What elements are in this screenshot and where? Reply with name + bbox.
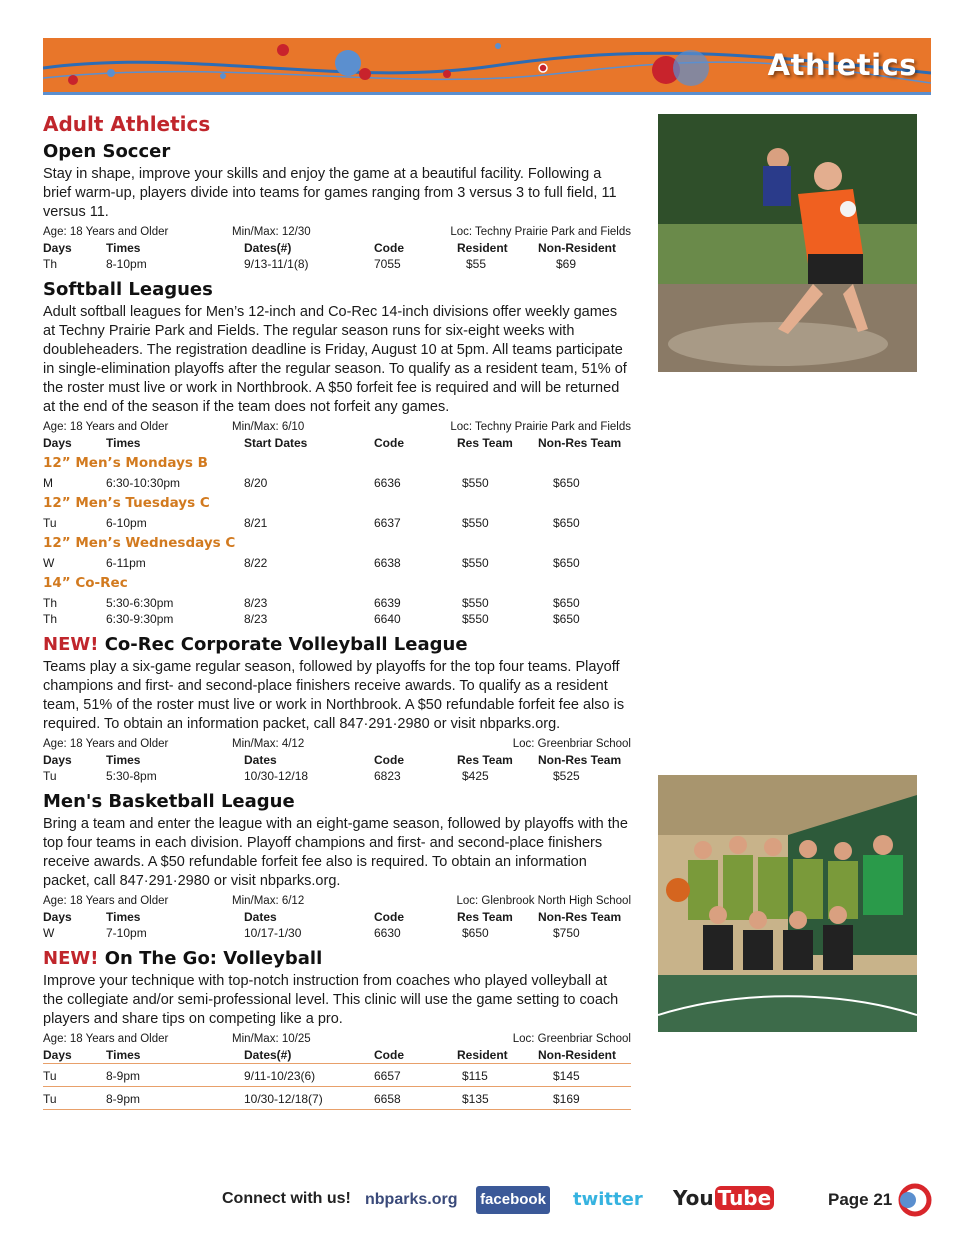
cell-code: 6637 (374, 516, 401, 530)
cell-day: Th (43, 612, 58, 626)
col-header: Resident (457, 1048, 508, 1062)
table-header (43, 435, 631, 451)
cell-date: 10/30-12/18 (244, 769, 309, 783)
col-header: Dates(#) (244, 241, 292, 255)
cell-res-team: $550 (462, 476, 489, 490)
cell-day: Tu (43, 1092, 57, 1106)
col-header: Code (374, 436, 404, 450)
cell-time: 6:30-9:30pm (106, 612, 174, 626)
table-row (43, 1087, 631, 1110)
banner-title: Athletics (767, 48, 917, 82)
cell-resident: $115 (462, 1069, 488, 1083)
col-header: Days (43, 436, 72, 450)
col-header: Non-Res Team (538, 753, 622, 767)
col-header: Days (43, 241, 72, 255)
age-label: Age: 18 Years and Older (43, 1033, 169, 1045)
cell-time: 6-10pm (106, 516, 147, 530)
cell-date: 10/17-1/30 (244, 926, 302, 940)
cell-date: 8/22 (244, 556, 268, 570)
cell-nonres-team: $650 (553, 476, 580, 490)
table-row (43, 595, 631, 611)
cell-date: 8/23 (244, 596, 268, 610)
col-header: Dates (244, 910, 277, 924)
cell-code: 6657 (374, 1069, 401, 1083)
table-row (43, 925, 631, 941)
cell-nonres-team: $650 (553, 516, 580, 530)
cell-date: 8/20 (244, 476, 268, 490)
table-header (43, 752, 631, 768)
location-label: Loc: Glenbrook North High School (456, 895, 631, 907)
cell-nonres-team: $650 (553, 612, 580, 626)
col-header: Code (374, 753, 404, 767)
col-header: Res Team (457, 436, 513, 450)
cell-nonresident: $145 (553, 1069, 580, 1083)
cell-nonres-team: $650 (553, 596, 580, 610)
cell-time: 5:30-6:30pm (106, 596, 174, 610)
cell-code: 6630 (374, 926, 401, 940)
program-title-softball: Softball Leagues (43, 279, 213, 300)
program-meta (43, 224, 631, 240)
col-header: Days (43, 910, 72, 924)
twitter-icon[interactable]: twitter (573, 1189, 643, 1210)
cell-res-team: $425 (462, 769, 489, 783)
section-title: Adult Athletics (43, 112, 211, 136)
cell-resident: $55 (466, 257, 487, 271)
cell-code: 6640 (374, 612, 401, 626)
youtube-icon[interactable] (673, 1186, 774, 1210)
cell-date: 8/21 (244, 516, 268, 530)
league-category: 12” Men’s Wednesdays C (43, 535, 236, 551)
col-header: Code (374, 910, 404, 924)
program-meta (43, 1031, 631, 1047)
program-title-open-soccer: Open Soccer (43, 141, 171, 162)
program-meta (43, 736, 631, 752)
cell-code: 7055 (374, 257, 401, 271)
program-title-text: On The Go: Volleyball (104, 948, 323, 969)
program-description: Adult softball leagues for Men’s 12-inch and Co-Rec 14-inch divisions offer weekly games at Techny Prairie Park and Fields. The regular season runs for six-eight weeks with doubleheaders. The registration deadline is Friday, August 10 at 5pm. All teams participate in single-elimination playoffs after the regular season. To qualify as a resident team, 51% of the roster must live or work in Northbrook. A $50 forfeit fee is required and will be returned at the end of the season if the team does not forfeit any games. (43, 304, 627, 415)
cell-time: 6-11pm (106, 556, 146, 570)
col-header: Non-Resident (538, 241, 616, 255)
program-description: Improve your technique with top-notch instruction from coaches who played volleyball at the collegiate and/or semi-professional level. This clinic will use the game setting to coach players and share tips on competing like a pro. (43, 973, 619, 1027)
cell-nonresident: $169 (553, 1092, 580, 1106)
basketball-team-photo (658, 775, 917, 1032)
program-title-volleyball-league (43, 631, 631, 658)
location-label: Loc: Techny Prairie Park and Fields (450, 226, 631, 238)
program-description: Teams play a six-game regular season, followed by playoffs for the top four teams. Playoff champions and first- and second-place finishers receive awards. To qualify as a resident team, 51% of the roster must live or work in Northbrook. A $50 refundable forfeit fee also is required. To obtain an information packet, call 847·291·2980 or visit nbparks.org. (43, 659, 625, 732)
cell-nonres-team: $525 (553, 769, 580, 783)
cell-time: 8-10pm (106, 257, 147, 271)
cell-code: 6639 (374, 596, 401, 610)
league-category: 12” Men’s Mondays B (43, 455, 208, 471)
col-header: Days (43, 753, 72, 767)
cell-res-team: $550 (462, 612, 489, 626)
table-row (43, 555, 631, 571)
cell-time: 6:30-10:30pm (106, 476, 181, 490)
cell-date: 9/11-10/23(6) (244, 1069, 316, 1083)
minmax-label: Min/Max: 12/30 (232, 226, 311, 238)
col-header: Times (106, 910, 141, 924)
cell-res-team: $550 (462, 596, 489, 610)
minmax-label: Min/Max: 6/12 (232, 895, 305, 907)
cell-resident: $135 (462, 1092, 489, 1106)
table-row (43, 256, 631, 272)
col-header: Times (106, 436, 141, 450)
col-header: Resident (457, 241, 508, 255)
nbparks-logo-icon (895, 1183, 933, 1217)
cell-code: 6638 (374, 556, 401, 570)
col-header: Code (374, 241, 404, 255)
age-label: Age: 18 Years and Older (43, 895, 169, 907)
col-header: Non-Resident (538, 1048, 616, 1062)
cell-day: Tu (43, 769, 57, 783)
program-description: Bring a team and enter the league with an eight-game season, followed by playoffs with the top four teams in each division. Playoff champions and first- and second-place finishers receive awards. A $50 refundable forfeit fee also is required. To obtain an information packet, call 847·291·2980 or visit nbparks.org. (43, 816, 628, 889)
program-title-text: Co-Rec Corporate Volleyball League (104, 634, 468, 655)
col-header: Non-Res Team (538, 910, 622, 924)
facebook-icon[interactable]: facebook (476, 1186, 550, 1214)
table-row (43, 611, 631, 627)
cell-time: 8-9pm (106, 1092, 141, 1106)
cell-code: 6636 (374, 476, 401, 490)
cell-time: 7-10pm (106, 926, 147, 940)
location-label: Loc: Greenbriar School (512, 1033, 631, 1045)
cell-time: 8-9pm (106, 1069, 141, 1083)
connect-label: Connect with us! (222, 1190, 351, 1207)
cell-time: 5:30-8pm (106, 769, 157, 783)
cell-day: W (43, 926, 55, 940)
page-number: Page 21 (828, 1190, 893, 1209)
cell-code: 6658 (374, 1092, 401, 1106)
cell-day: Th (43, 257, 58, 271)
cell-nonres-team: $650 (553, 556, 580, 570)
col-header: Days (43, 1048, 72, 1062)
footer (0, 1180, 960, 1220)
minmax-label: Min/Max: 4/12 (232, 738, 305, 750)
league-category: 12” Men’s Tuesdays C (43, 495, 210, 511)
nbparks-link[interactable]: nbparks.org (365, 1191, 458, 1208)
table-header (43, 909, 631, 925)
location-label: Loc: Techny Prairie Park and Fields (450, 421, 631, 433)
program-meta (43, 893, 631, 909)
cell-day: Tu (43, 1069, 57, 1083)
cell-day: Tu (43, 516, 57, 530)
youtube-tube-text: Tube (715, 1186, 775, 1210)
minmax-label: Min/Max: 6/10 (232, 421, 305, 433)
program-description: Stay in shape, improve your skills and enjoy the game at a beautiful facility. Following a brief warm-up, players divide into teams for games ranging from 3 versus 3 to full field, 11 versus 11. (43, 166, 617, 220)
table-header (43, 1047, 631, 1064)
cell-res-team: $650 (462, 926, 489, 940)
cell-res-team: $550 (462, 556, 489, 570)
col-header: Res Team (457, 753, 513, 767)
col-header: Non-Res Team (538, 436, 622, 450)
col-header: Dates (244, 753, 277, 767)
table-row (43, 768, 631, 784)
cell-date: 10/30-12/18(7) (244, 1092, 323, 1106)
col-header: Code (374, 1048, 404, 1062)
cell-res-team: $550 (462, 516, 489, 530)
age-label: Age: 18 Years and Older (43, 421, 169, 433)
age-label: Age: 18 Years and Older (43, 226, 169, 238)
col-header: Times (106, 1048, 141, 1062)
softball-player-photo (658, 114, 917, 372)
cell-date: 8/23 (244, 612, 268, 626)
header-banner (43, 38, 931, 95)
table-row (43, 515, 631, 531)
youtube-you-text: You (673, 1186, 714, 1210)
cell-code: 6823 (374, 769, 401, 783)
col-header: Times (106, 241, 141, 255)
league-category: 14” Co-Rec (43, 575, 128, 591)
cell-day: Th (43, 596, 58, 610)
main-content (43, 110, 631, 1110)
age-label: Age: 18 Years and Older (43, 738, 169, 750)
cell-day: W (43, 556, 55, 570)
col-header: Res Team (457, 910, 513, 924)
cell-nonresident: $69 (556, 257, 577, 271)
location-label: Loc: Greenbriar School (512, 738, 631, 750)
col-header: Start Dates (244, 436, 308, 450)
table-row (43, 1064, 631, 1087)
table-header (43, 240, 631, 256)
program-title-basketball: Men's Basketball League (43, 791, 295, 812)
table-row (43, 475, 631, 491)
cell-date: 9/13-11/1(8) (244, 257, 309, 271)
new-badge: NEW! (43, 634, 99, 655)
col-header: Times (106, 753, 141, 767)
program-meta (43, 419, 631, 435)
col-header: Dates(#) (244, 1048, 292, 1062)
minmax-label: Min/Max: 10/25 (232, 1033, 311, 1045)
program-title-volleyball-clinic (43, 945, 631, 972)
cell-day: M (43, 476, 53, 490)
cell-nonres-team: $750 (553, 926, 580, 940)
new-badge: NEW! (43, 948, 99, 969)
